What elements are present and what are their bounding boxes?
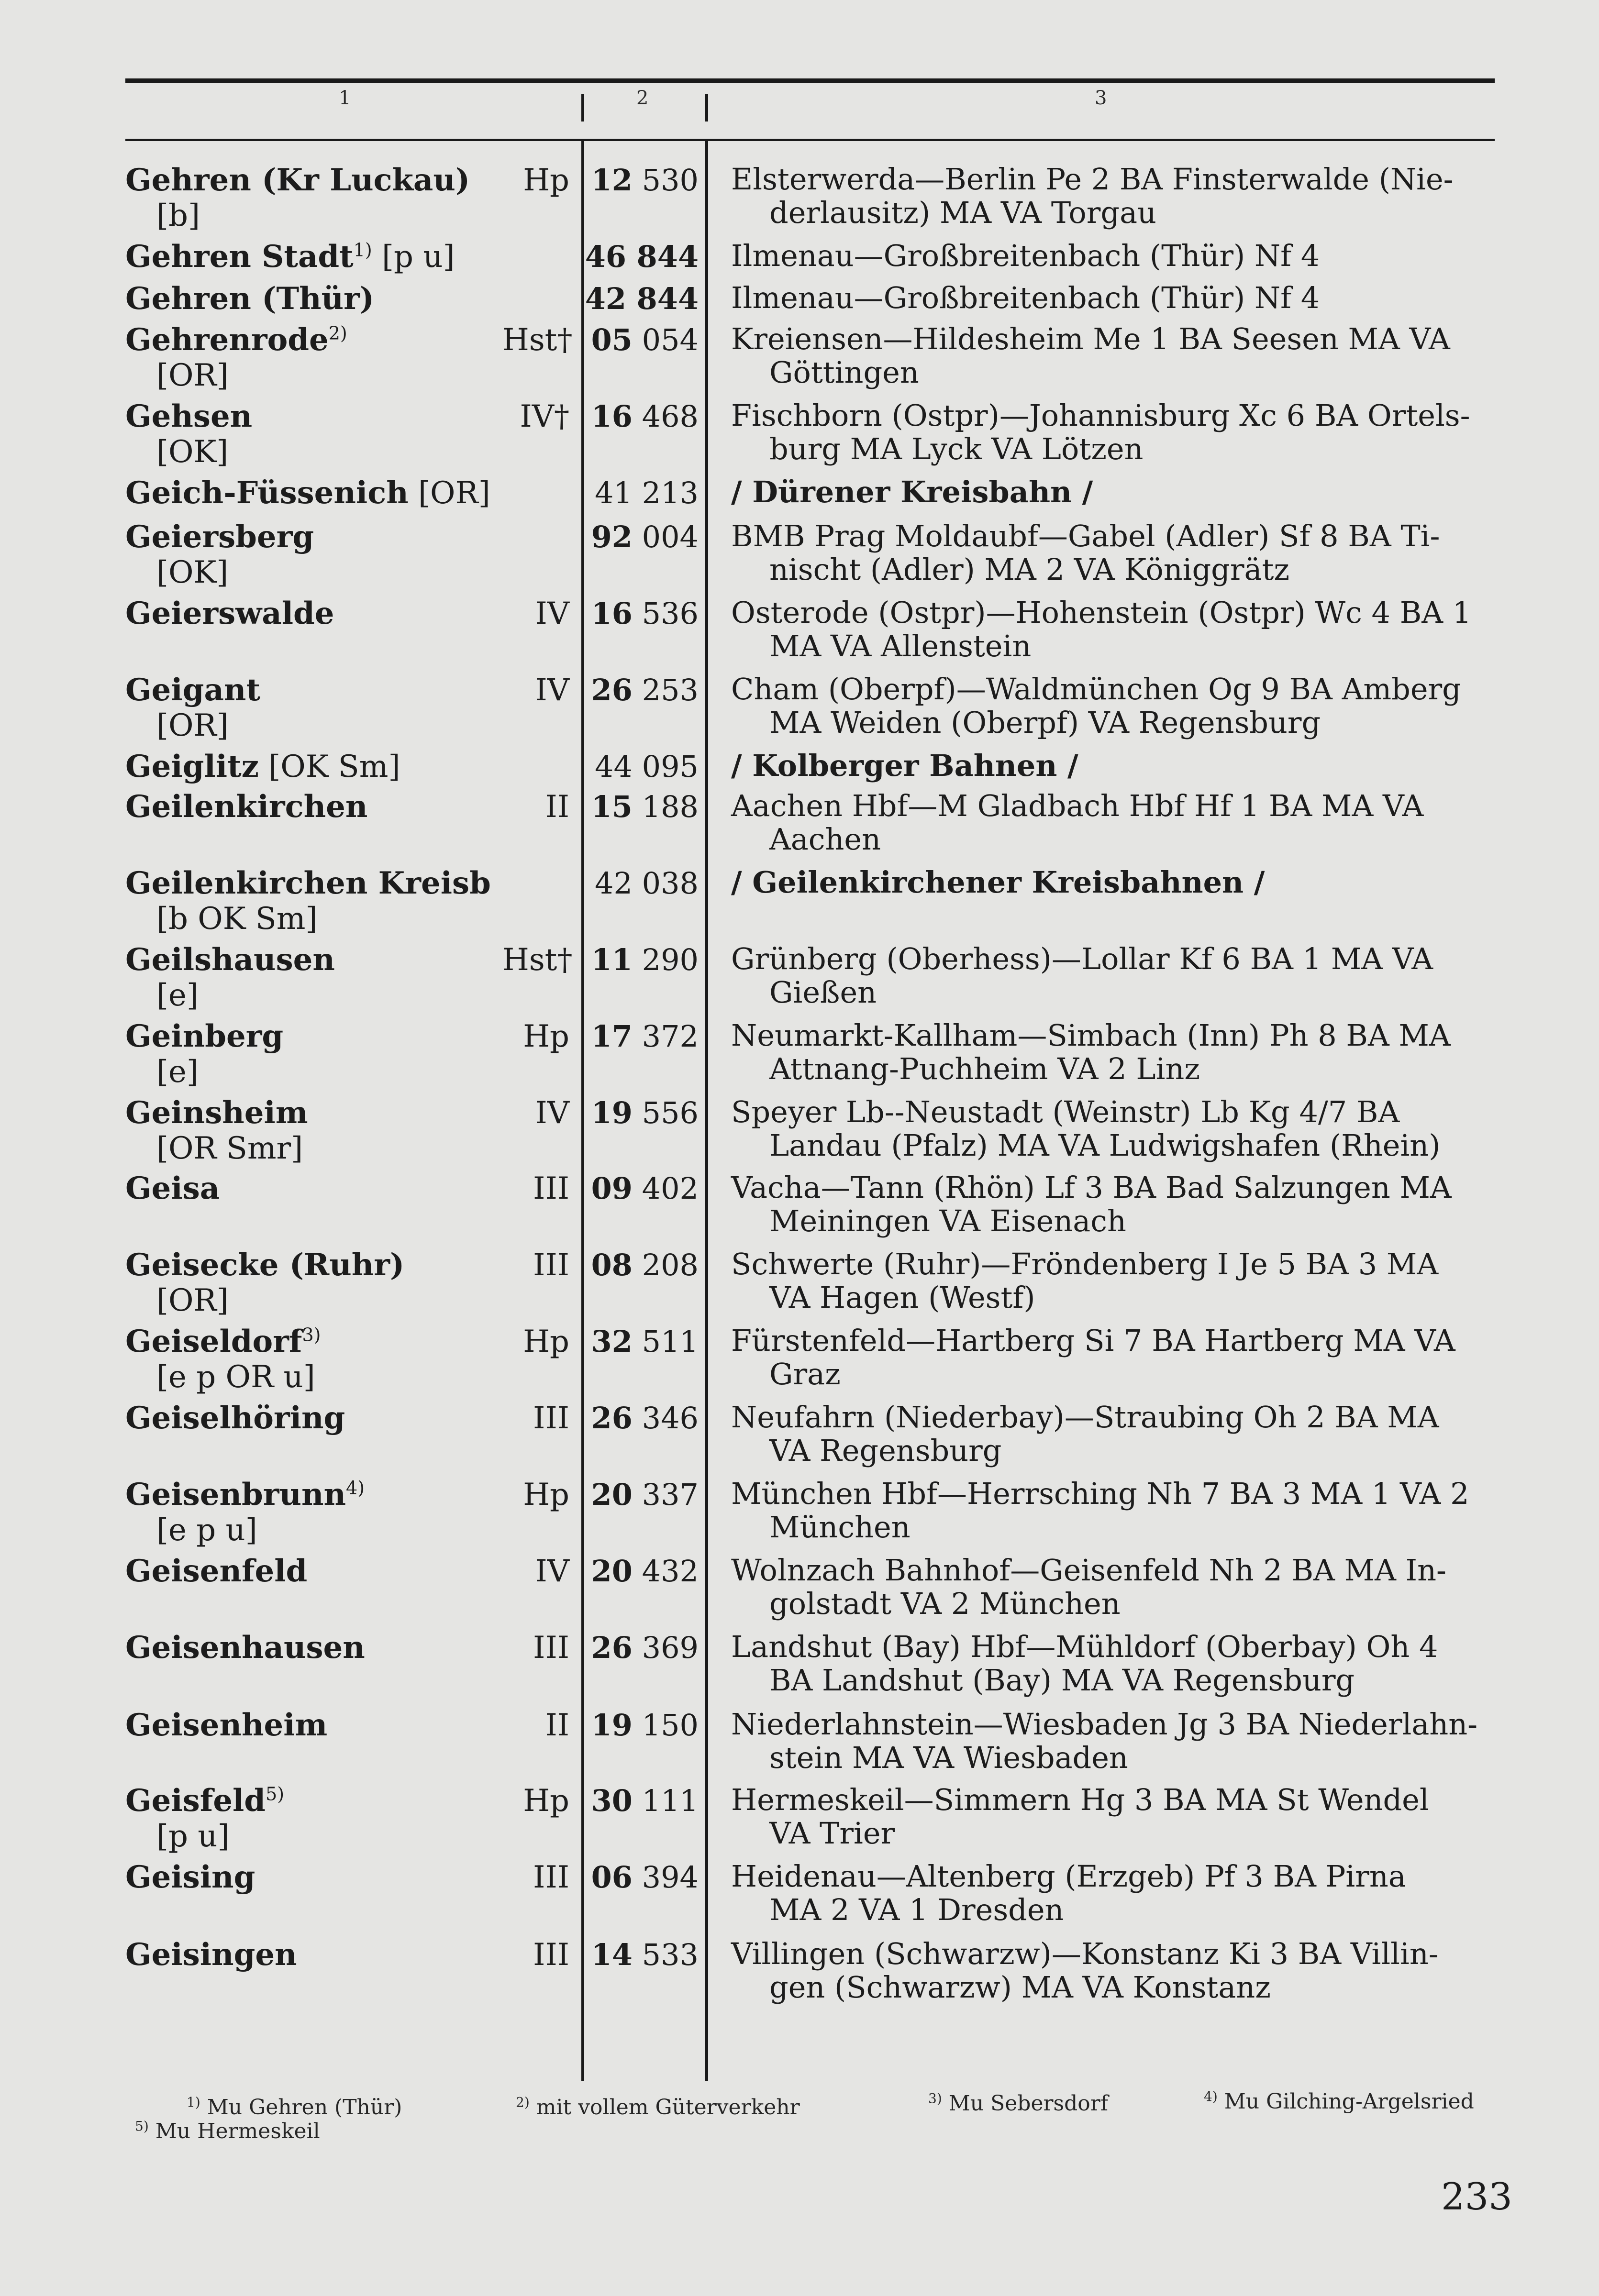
station-number [585,399,699,434]
number-suffix: 511 [632,1324,699,1359]
footnote-text: mit vollem Güterverkehr [529,2095,800,2119]
station-number [585,1171,699,1206]
footnote-mark: 3) [928,2090,942,2107]
route-line: Cham (Oberpf)—Waldmünchen Og 9 BA Amberg [731,672,1461,706]
number-prefix: 06 [591,1860,633,1895]
route-description [731,1937,1506,2004]
number-prefix: 19 [591,1095,633,1130]
station-attributes: [OR Smr] [156,1131,303,1166]
station-name-cell [125,1708,499,1743]
route-line: Ilmenau—Großbreitenbach (Thür) Nf 4 [731,238,1320,273]
station-name-cell [125,163,499,233]
station-name: Geisingen [125,1937,297,1973]
route-description [731,1708,1506,1775]
station-name-cell [125,1477,499,1548]
station-name: Gehren (Thür) [125,281,375,317]
footnote-text: Mu Gilching-Argelsried [1217,2089,1474,2114]
footnote-mark: 2) [516,2094,530,2110]
station-name-cell [125,281,499,317]
number-prefix: 26 [591,673,633,707]
station-class: Hp [523,1477,569,1512]
route-line: derlausitz) MA VA Torgau [769,195,1156,230]
station-class: Hp [523,1783,569,1819]
station-number [585,1095,699,1131]
station-class: Hst† [502,942,573,978]
route-line: Speyer Lb--Neustadt (Weinstr) Lb Kg 4/7 BA [731,1094,1400,1129]
station-name: Geinberg [125,1018,284,1054]
footnote-text: Mu Sebersdorf [942,2091,1109,2116]
route-line: Osterode (Ostpr)—Hohenstein (Ostpr) Wc 4 BA 1 [731,595,1472,630]
station-number [585,1324,699,1359]
route-description [731,1860,1506,1927]
number-suffix: 556 [632,1095,699,1130]
route-line: Neumarkt-Kallham—Simbach (Inn) Ph 8 BA MA [731,1018,1451,1053]
station-name: Geisecke (Ruhr) [125,1247,405,1283]
route-description [731,1171,1506,1238]
station-name-cell [125,1783,499,1854]
route-line: / Geilenkirchener Kreisbahnen / [731,865,1265,900]
route-line: Elsterwerda—Berlin Pe 2 BA Finsterwalde (Nie- [731,162,1454,197]
route-description [731,281,1506,315]
station-attributes: [OR] [156,708,229,743]
route-description [731,1324,1506,1391]
number-prefix: 42 844 [585,281,699,316]
number-suffix: 208 [632,1247,699,1282]
route-description [731,1019,1506,1086]
number-prefix: 17 [591,1019,633,1054]
number-prefix: 20 [591,1554,633,1589]
station-attributes: [e] [156,978,199,1013]
header-rule [125,139,1495,141]
station-class: II [545,1708,569,1743]
number-suffix: 394 [632,1860,699,1895]
route-line: BMB Prag Moldaubf—Gabel (Adler) Sf 8 BA Ti- [731,519,1440,553]
route-line: Aachen Hbf—M Gladbach Hbf Hf 1 BA MA VA [731,788,1424,823]
route-description [731,942,1506,1009]
station-name: Geiselhöring [125,1400,345,1436]
footnote-5 [135,2119,320,2143]
route-line: Niederlahnstein—Wiesbaden Jg 3 BA Niederlahn- [731,1707,1478,1742]
station-number [585,281,699,317]
station-name: Gehrenrode [125,322,329,358]
route-line: Kreiensen—Hildesheim Me 1 BA Seesen MA VA [731,321,1450,356]
number-suffix: 536 [632,596,699,631]
route-description [731,239,1506,273]
station-name-cell [125,1554,499,1589]
station-class: III [533,1860,569,1895]
station-number [585,1554,699,1589]
route-line: / Kolberger Bahnen / [731,748,1078,783]
station-number [585,1630,699,1666]
number-prefix: 09 [591,1171,633,1206]
number-suffix: 432 [632,1554,699,1589]
station-name: Gehren (Kr Luckau) [125,162,470,198]
station-name-cell [125,1019,499,1090]
station-number [585,1401,699,1436]
station-class: III [533,1247,569,1283]
number-suffix: 530 [632,163,699,198]
route-description [731,749,1506,783]
station-name: Geinsheim [125,1095,308,1131]
number-prefix: 26 [591,1630,633,1665]
station-name: Geilenkirchen Kreisb [125,865,491,901]
station-name: Geisenfeld [125,1553,308,1589]
column-divider-2-body [705,139,708,2081]
route-description [731,1247,1506,1314]
station-name-cell [125,519,499,590]
route-line: Hermeskeil—Simmern Hg 3 BA MA St Wendel [731,1782,1429,1817]
station-number [585,749,699,784]
number-prefix: 08 [591,1247,633,1282]
route-line: Attnang-Puchheim VA 2 Linz [769,1051,1200,1086]
number-suffix: 150 [632,1708,699,1743]
footnote-2 [516,2095,800,2119]
column-header-2: 2 [636,87,649,109]
route-description [731,1783,1506,1850]
station-attributes: [OR] [156,1283,229,1318]
station-name: Geising [125,1859,255,1895]
station-class: IV [535,1554,569,1589]
number-suffix: 346 [632,1401,699,1435]
station-class: IV [535,673,569,708]
station-name-cell [125,1324,499,1395]
station-class: II [545,789,569,825]
route-line: Aachen [769,822,881,857]
route-line: burg MA Lyck VA Lötzen [769,431,1144,466]
route-line: München [769,1510,911,1545]
route-line: VA Regensburg [769,1433,1002,1468]
route-description [731,1554,1506,1621]
route-line: MA VA Allenstein [769,629,1032,663]
station-name: Geilshausen [125,942,335,978]
number-suffix: 372 [632,1019,699,1054]
route-description [731,1477,1506,1544]
station-class: III [533,1630,569,1666]
station-class: Hp [523,163,569,198]
station-name: Geisenheim [125,1707,328,1743]
station-name: Geisfeld [125,1783,266,1819]
station-attributes: [b] [156,198,200,233]
station-number [585,1708,699,1743]
footnote-mark: 1) [187,2094,200,2110]
station-name: Gehren Stadt [125,239,354,275]
station-name-cell [125,322,499,393]
station-number [585,942,699,978]
number-prefix: 46 844 [585,239,699,274]
station-class: III [533,1171,569,1206]
station-attributes: [p u] [372,239,455,275]
station-name-cell [125,749,499,784]
station-number [585,519,699,555]
station-number [585,163,699,198]
column-divider-2 [705,94,708,121]
column-divider-1-body [581,139,584,2081]
station-name: Geiseldorf [125,1324,302,1359]
route-line: Wolnzach Bahnhof—Geisenfeld Nh 2 BA MA In- [731,1553,1446,1588]
station-name: Geich-Füssenich [125,475,409,511]
route-line: MA Weiden (Oberpf) VA Regensburg [769,705,1321,740]
station-name: Geiersberg [125,519,314,555]
station-number [585,596,699,631]
number-prefix: 14 [591,1937,633,1972]
station-class: Hp [523,1324,569,1359]
station-number [585,1860,699,1895]
number-suffix: 054 [632,322,699,357]
station-name: Geisa [125,1170,220,1206]
route-line: Landshut (Bay) Hbf—Mühldorf (Oberbay) Oh 4 [731,1629,1438,1664]
route-line: gen (Schwarzw) MA VA Konstanz [769,1970,1271,2005]
station-name-cell [125,673,499,743]
station-attributes: [b OK Sm] [156,901,318,937]
number-prefix: 92 [591,519,633,554]
route-line: Neufahrn (Niederbay)—Straubing Oh 2 BA MA [731,1400,1439,1435]
route-line: Villingen (Schwarzw)—Konstanz Ki 3 BA Villin- [731,1936,1439,1971]
station-name-cell [125,866,499,937]
column-header-1: 1 [339,87,351,109]
station-name: Gehsen [125,398,253,434]
route-line: Grünberg (Oberhess)—Lollar Kf 6 BA 1 MA VA [731,941,1433,976]
route-line: Heidenau—Altenberg (Erzgeb) Pf 3 BA Pirna [731,1859,1406,1894]
footnote-ref: 5) [266,1783,285,1805]
route-line: Vacha—Tann (Rhön) Lf 3 BA Bad Salzungen MA [731,1170,1452,1205]
route-line: Fürstenfeld—Hartberg Si 7 BA Hartberg MA VA [731,1323,1455,1358]
station-attributes: [OR] [156,358,229,393]
route-description [731,866,1506,899]
station-name-cell [125,1860,499,1895]
route-line: Göttingen [769,355,919,390]
station-attributes: [e p OR u] [156,1359,315,1395]
route-line: Meiningen VA Eisenach [769,1203,1126,1238]
route-line: nischt (Adler) MA 2 VA Königgrätz [769,552,1290,587]
station-name-cell [125,789,499,825]
station-number [585,1019,699,1054]
number-prefix: 15 [591,789,633,824]
station-number [585,1477,699,1512]
station-attributes: [e] [156,1054,199,1090]
number-prefix: 16 [591,399,633,434]
station-number [585,475,699,511]
footnote-ref: 3) [302,1324,321,1346]
column-header-3: 3 [1095,87,1107,109]
column-divider-1 [581,94,584,121]
number-suffix: 004 [632,519,699,554]
station-class: IV [535,596,569,631]
station-attributes: [p u] [156,1819,230,1854]
number-suffix: 253 [632,673,699,707]
station-number [585,239,699,275]
footnote-mark: 4) [1204,2088,1218,2105]
station-class: IV† [520,399,569,434]
route-description [731,789,1506,856]
station-number [585,789,699,825]
number-prefix: 30 [591,1783,633,1818]
station-name-cell [125,1937,499,1973]
number-prefix: 20 [591,1477,633,1512]
station-name: Geisenhausen [125,1630,365,1666]
station-name-cell [125,1401,499,1436]
number-suffix: 533 [632,1937,699,1972]
footnote-4 [1204,2089,1474,2114]
number-suffix: 188 [632,789,699,824]
station-class: Hst† [502,322,573,358]
station-attributes: [OR] [408,475,490,511]
station-name-cell [125,1247,499,1318]
station-name-cell [125,399,499,470]
number-suffix: 337 [632,1477,699,1512]
station-attributes: [OK] [156,434,229,470]
station-class: III [533,1937,569,1973]
station-number [585,866,699,901]
number-suffix: 290 [632,942,699,977]
route-description [731,475,1506,509]
route-line: stein MA VA Wiesbaden [769,1740,1128,1775]
number-suffix: 42 038 [595,866,699,901]
station-number [585,1783,699,1819]
route-description [731,399,1506,466]
route-description [731,1630,1506,1697]
route-line: Gießen [769,975,877,1010]
station-class: IV [535,1095,569,1131]
route-line: Schwerte (Ruhr)—Fröndenberg I Je 5 BA 3 MA [731,1247,1439,1281]
route-description [731,163,1506,230]
station-name: Geilenkirchen [125,789,368,825]
number-suffix: 41 213 [595,475,699,510]
route-line: Fischborn (Ostpr)—Johannisburg Xc 6 BA Ortels- [731,398,1470,433]
station-number [585,1247,699,1283]
number-prefix: 26 [591,1401,633,1435]
station-name-cell [125,1095,499,1166]
station-attributes: [OK] [156,555,229,590]
route-line: MA 2 VA 1 Dresden [769,1892,1064,1927]
footnote-ref: 1) [353,239,372,261]
footnote-ref: 4) [346,1477,365,1499]
number-prefix: 32 [591,1324,633,1359]
route-line: Ilmenau—Großbreitenbach (Thür) Nf 4 [731,280,1320,315]
route-line: Graz [769,1357,841,1391]
station-name: Geigant [125,672,260,708]
route-description [731,673,1506,740]
station-number [585,673,699,708]
station-name: Geisenbrunn [125,1477,346,1512]
number-suffix: 369 [632,1630,699,1665]
route-description [731,1401,1506,1468]
station-name-cell [125,596,499,631]
route-line: VA Hagen (Westf) [769,1280,1035,1315]
station-name-cell [125,239,499,275]
footnote-ref: 2) [328,322,347,344]
station-name-cell [125,942,499,1013]
station-class: Hp [523,1019,569,1054]
route-line: golstadt VA 2 München [769,1586,1121,1621]
station-number [585,322,699,358]
station-name-cell [125,1171,499,1206]
route-description [731,322,1506,389]
number-prefix: 11 [591,942,633,977]
route-description [731,519,1506,586]
station-name-cell [125,1630,499,1666]
footnote-3 [928,2091,1108,2116]
route-description [731,1095,1506,1162]
number-prefix: 19 [591,1708,633,1743]
station-attributes: [e p u] [156,1512,257,1548]
number-prefix: 16 [591,596,633,631]
number-prefix: 05 [591,322,633,357]
route-description [731,596,1506,663]
station-number [585,1937,699,1973]
number-suffix: 402 [632,1171,699,1206]
route-line: München Hbf—Herrsching Nh 7 BA 3 MA 1 VA 2 [731,1476,1469,1511]
page-number: 233 [1441,2175,1512,2219]
number-suffix: 44 095 [595,749,699,784]
route-line: / Dürener Kreisbahn / [731,475,1093,509]
route-line: Landau (Pfalz) MA VA Ludwigshafen (Rhein) [769,1128,1441,1163]
top-rule [125,78,1495,83]
footnote-mark: 5) [135,2118,149,2134]
station-class: III [533,1401,569,1436]
number-suffix: 468 [632,399,699,434]
route-line: VA Trier [769,1816,895,1851]
station-name: Geierswalde [125,596,334,631]
number-suffix: 111 [632,1783,699,1818]
station-name: Geiglitz [125,749,259,784]
route-line: BA Landshut (Bay) MA VA Regensburg [769,1663,1355,1698]
station-name-cell [125,475,499,511]
station-attributes: [OK Sm] [258,749,400,784]
number-prefix: 12 [591,163,633,198]
footnote-text: Mu Hermeskeil [148,2119,320,2143]
footnote-1 [187,2095,402,2119]
footnote-text: Mu Gehren (Thür) [200,2095,402,2119]
